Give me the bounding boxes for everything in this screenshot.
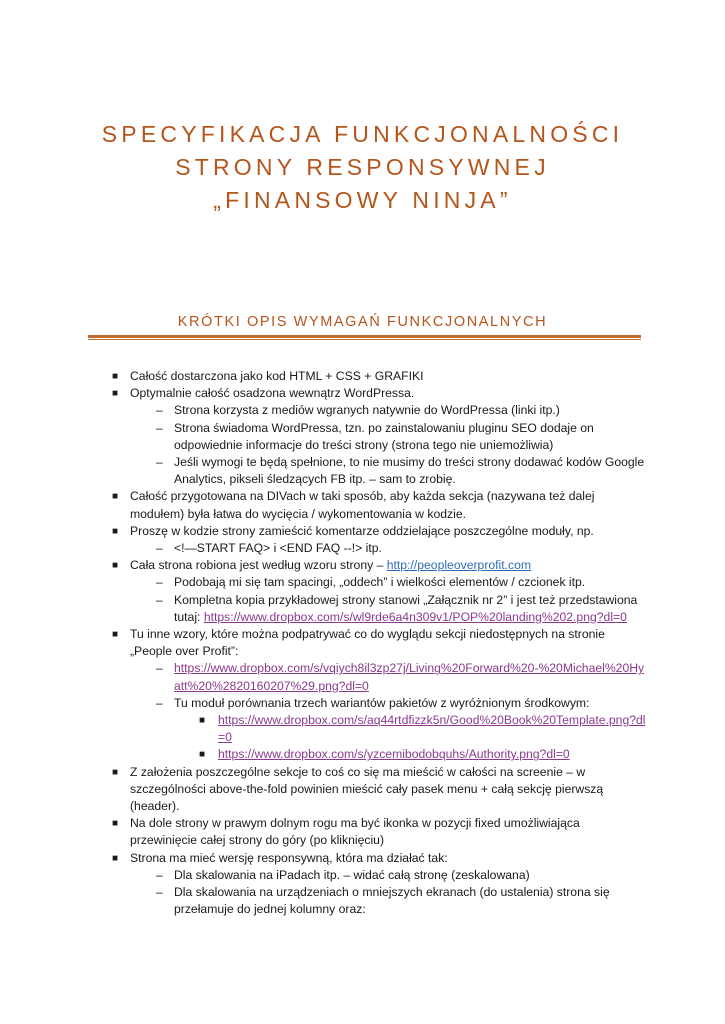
section-heading: KRÓTKI OPIS WYMAGAŃ FUNKCJONALNYCH	[177, 314, 548, 330]
peopleoverprofit-link[interactable]: http://peopleoverprofit.com	[386, 558, 532, 573]
title-line-1: SPECYFIKACJA FUNKCJONALNOŚCI	[101, 121, 624, 147]
sub-list-item: – Strona świadoma WordPressa, tzn. po zainstalowaniu pluginu SEO dodaje on odpowiednie informacje do treści strony (strona tego nie uniemożliwia)	[156, 420, 594, 452]
sub-list-item: – <!—START FAQ> i <END FAQ --!> itp.	[0, 540, 725, 557]
bullet-marker: ■	[112, 766, 119, 778]
living-forward-link[interactable]: https://www.dropbox.com/s/vqiych8il3zp27j/Living%20Forward%20-%20Michael%20Hyatt%20%2820160207%29.png?dl=0	[174, 661, 645, 693]
dash-marker: –	[156, 541, 163, 556]
dash-marker: –	[156, 592, 163, 607]
dash-marker: –	[156, 575, 163, 590]
heading-rule-thin	[88, 339, 641, 340]
list-item: ■ Strona ma mieć wersję responsywną, która ma działać tak:	[0, 850, 725, 867]
list-item: ■ Z założenia poszczególne sekcje to coś co się ma mieścić w całości na screenie – w szczególności above-the-fold powinien mieścić cały pasek menu + całą sekcję pierwszą (header).	[112, 764, 604, 814]
list-item: ■ Całość dostarczona jako kod HTML + CSS + GRAFIKI	[0, 368, 725, 385]
dash-marker: –	[156, 695, 163, 710]
document-title	[0, 118, 725, 217]
bullet-marker: ■	[112, 525, 119, 537]
list-item: ■ Tu inne wzory, które można podpatrywać co do wyglądu sekcji niedostępnych na stronie „People over Profit”:	[112, 627, 605, 659]
list-item: ■ Proszę w kodzie strony zamieścić komentarze oddzielające poszczególne moduły, np.	[0, 523, 725, 540]
dash-marker: –	[156, 885, 163, 900]
dash-marker: –	[156, 420, 163, 435]
good-book-template-link[interactable]: https://www.dropbox.com/s/aq44rtdfizzk5n/Good%20Book%20Template.png?dl=0	[218, 713, 646, 745]
list-item: ■ Na dole strony w prawym dolnym rogu ma być ikonka w pozycji fixed umożliwiająca przewinięcie całej strony do góry (po kliknięciu)	[112, 816, 580, 848]
bullet-marker: ■	[112, 852, 119, 864]
sub-sub-list-item	[0, 746, 725, 763]
title-line-2: STRONY RESPONSYWNEJ	[175, 154, 550, 180]
dash-marker: –	[156, 661, 163, 676]
bullet-marker: ■	[112, 560, 119, 572]
bullet-marker: ■	[112, 818, 119, 830]
list-item: ■ Optymalnie całość osadzona wewnątrz WordPressa.	[0, 385, 725, 402]
dash-marker: –	[156, 867, 163, 882]
sub-list-item: – Dla skalowania na iPadach itp. – widać całą stronę (zeskalowana)	[0, 867, 725, 884]
dash-marker: –	[156, 455, 163, 470]
bullet-marker: ■	[112, 629, 119, 641]
sub-list-item: – Kompletna kopia przykładowej strony stanowi „Załącznik nr 2” i jest też przedstawiona tutaj: https://www.dropbox.com/s/wl9rde6a4n309v1/POP%20landing%202.png?dl=0	[156, 592, 638, 624]
bullet-marker: ■	[199, 715, 206, 727]
title-line-3: „FINANSOWY NINJA”	[213, 187, 512, 213]
sub-list-item	[0, 660, 725, 694]
requirements-list	[0, 368, 725, 919]
sub-list-item: – Strona korzysta z mediów wgranych natywnie do WordPressa (linki itp.)	[0, 402, 725, 419]
bullet-marker: ■	[112, 491, 119, 503]
sub-list-item: – Tu moduł porównania trzech wariantów pakietów z wyróżnionym środkowym:	[0, 695, 725, 712]
sub-list-item: – Dla skalowania na urządzeniach o mniejszych ekranach (do ustalenia) strona się przełamuje do jednej kolumny oraz:	[156, 885, 610, 917]
list-item: ■ Cała strona robiona jest według wzoru strony – http://peopleoverprofit.com	[0, 557, 725, 574]
heading-rule	[88, 335, 641, 338]
pop-landing-link[interactable]: https://www.dropbox.com/s/wl9rde6a4n309v1/POP%20landing%202.png?dl=0	[203, 609, 627, 624]
sub-list-item: – Podobają mi się tam spacingi, „oddech” i wielkości elementów / czcionek itp.	[0, 574, 725, 591]
sub-sub-list-item	[0, 712, 725, 746]
bullet-marker: ■	[112, 388, 119, 400]
authority-link[interactable]: https://www.dropbox.com/s/yzcemibodobquhs/Authority.png?dl=0	[218, 747, 570, 762]
bullet-marker: ■	[199, 749, 206, 761]
list-item: ■ Całość przygotowana na DIVach w taki sposób, aby każda sekcja (nazywana też dalej modułem) była łatwa do wycięcia / wykomentowania w kodzie.	[112, 489, 595, 521]
sub-list-item: – Jeśli wymogi te będą spełnione, to nie musimy do treści strony dodawać kodów Google Analytics, pikseli śledzących FB itp. – sam to zrobię.	[156, 455, 645, 487]
bullet-marker: ■	[112, 371, 119, 382]
dash-marker: –	[156, 403, 163, 418]
